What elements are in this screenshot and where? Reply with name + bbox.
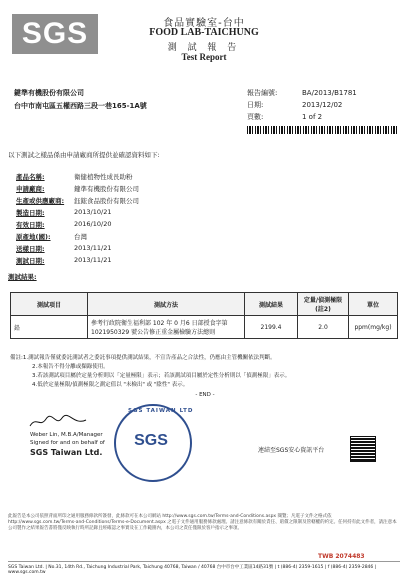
report-date: [247, 100, 342, 110]
sgs-logo: SGS: [12, 14, 98, 54]
client-address: 台中市南屯區五權西路三段一巷165-1A號: [14, 102, 147, 110]
sample-info-key: 有效日期:: [16, 221, 45, 229]
notes: [10, 354, 400, 400]
company-name: SGS Taiwan Ltd.: [30, 448, 103, 457]
sample-info-value: 鍵準有機股份有限公司: [74, 185, 139, 193]
sample-info-row: [16, 184, 139, 193]
sample-info-value: 2013/11/21: [74, 256, 112, 264]
report-page-value: 1 of 2: [302, 113, 323, 121]
sample-info-key: 送樣日期:: [16, 245, 45, 253]
test-unit: ppm(mg/kg): [349, 316, 398, 339]
sample-info-value: 2013/10/21: [74, 208, 112, 216]
sample-info-row: [16, 196, 139, 205]
sample-info-row: [16, 232, 87, 241]
header-subtitle-en: Test Report: [181, 52, 227, 62]
footer-terms: 此報告是本公司依照背面所印之通用服務條款所簽發，此條款可在本公司網站 http://www.sgs.com.tw/Terms-and-Conditions.aspx 閱覽；凡電子文件之格式依 http://www.sgs.com.tw/Terms-and-Conditions/Terms-e-Document.aspx 之電子文件通用服務條款處理。請注意條款有關於責任、賠償之限制及管轄權的約定。任何持有此文件者，請注意本公司製作之結果報告書將僅反映執行時所記錄且經確認之事實及在工作範圍內，本公司之責任僅限於客戶指示之事項。: [8, 514, 397, 531]
table-row: [11, 316, 398, 339]
note-line: 2.本報告不得分離或擷錄使用。: [32, 364, 109, 370]
signer-name: Weber Lin, M.B.A/Manager: [30, 432, 103, 438]
sample-info-row: [16, 208, 111, 217]
sample-info-key: 產品名稱:: [16, 173, 45, 181]
report-date-label: 日期:: [247, 101, 264, 109]
report-number-value: BA/2013/B1781: [302, 89, 357, 97]
header-title-cn: 食品實驗室-台中: [163, 18, 245, 29]
report-number-label: 報告編號:: [247, 89, 278, 97]
sample-info-key: 測試日期:: [16, 257, 45, 265]
report-page: [247, 112, 322, 122]
sample-info-row: [16, 220, 111, 229]
sample-info-row: [16, 244, 111, 253]
test-method-line: 1021950329 號公告修正重金屬檢驗方法總則: [91, 329, 216, 336]
test-item: 鉛: [11, 316, 88, 339]
test-limit: 2.0: [298, 316, 349, 339]
table-header: 測試結果: [245, 293, 298, 316]
note-line: 4.低於定量極限/偵測極限之測定值以 "未檢出" 或 "陰性" 表示。: [32, 382, 189, 388]
signature-icon: [28, 414, 88, 430]
test-result: 2199.4: [245, 316, 298, 339]
sample-info-value: 2016/10/20: [74, 220, 112, 228]
table-header: 測試項目: [11, 293, 88, 316]
table-header: 單位: [349, 293, 398, 316]
table-header: 測試方法: [88, 293, 245, 316]
bottom-bar: SGS Taiwan Ltd. | No.31, 14th Rd., Taichung Industrial Park, Taichung 40768, Taiwan / 40768 台中市台中工業區14路31號 | t (886-4) 2359-1615 | f (886-4) 2359-2846 | www.sgs.com.tw: [8, 561, 400, 575]
report-page-label: 頁數:: [247, 113, 264, 121]
verify-text: 連結至SGS安心資訊平台: [258, 447, 325, 454]
sample-info-row: [16, 256, 111, 265]
report-date-value: 2013/12/02: [302, 101, 343, 109]
sample-info-value: 鈺鋐食品股份有限公司: [74, 197, 139, 205]
sample-info-key: 原產地(國):: [16, 233, 51, 241]
end-text: - END -: [195, 392, 215, 398]
results-title: 測試結果:: [8, 273, 37, 281]
intro-text: 以下測試之樣品係由申請廠商所提供並確認資料如下:: [8, 151, 160, 159]
sample-info-key: 申請廠商:: [16, 185, 45, 193]
sample-info-key: 生產或供應廠商:: [16, 197, 65, 205]
note-line: 3.若該測試項目屬於定量分析則以「定量極限」表示；若該測試項目屬於定性分析則以「偵測極限」表示。: [32, 373, 291, 379]
test-method: [88, 316, 245, 339]
qr-code-icon[interactable]: [350, 436, 376, 462]
header-subtitle-cn: 測 試 報 告: [167, 43, 241, 53]
report-number: [247, 88, 357, 98]
sample-info-value: 2013/11/21: [74, 244, 112, 252]
sample-info-key: 製造日期:: [16, 209, 45, 217]
barcode-icon: [247, 126, 397, 134]
sample-info-row: [16, 172, 133, 181]
client-name: 鍵準有機股份有限公司: [14, 89, 84, 97]
table-header: 定量/偵測極限(註2): [298, 293, 349, 316]
test-method-line: 參考行政院衛生福利部 102 年 0 月6 日部授食字第: [91, 320, 228, 327]
stamp-ring-text: SGS TAIWAN LTD: [128, 408, 194, 414]
stamp-center: SGS: [134, 432, 168, 449]
note-line: 備註:1.測試報告僅就委託測試者之委託事項提供測試結果，不宣告產品之合法性，仍應由主管機關依法判斷。: [10, 355, 276, 361]
signed-for: Signed for and on behalf of: [30, 440, 105, 446]
sample-info-value: 台灣: [74, 233, 87, 241]
table-header-row: [11, 293, 398, 316]
header-title-en: FOOD LAB-TAICHUNG: [149, 27, 259, 38]
sample-info-value: 衛健植物性成長助粉: [74, 173, 133, 181]
serial-number: TWB 2074483: [318, 553, 365, 560]
results-table: [10, 292, 398, 339]
